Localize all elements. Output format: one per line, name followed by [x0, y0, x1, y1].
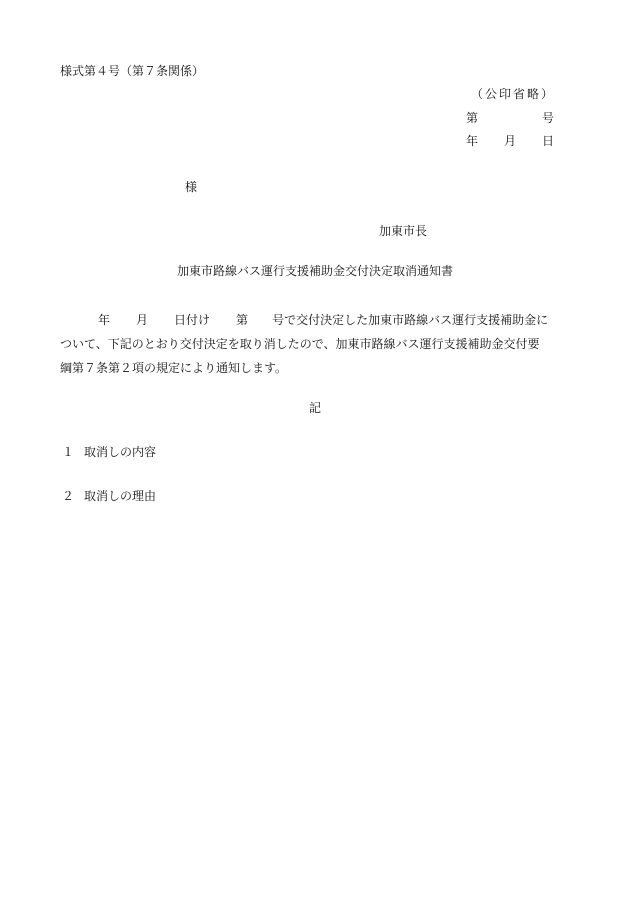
document-number-suffix: 号 [541, 111, 554, 125]
body-month-label: 月 [136, 313, 149, 327]
date-month-label: 月 [503, 134, 516, 148]
recipient-honorific: 様 [185, 180, 198, 194]
list-item [62, 445, 156, 460]
item-label: 取消しの内容 [84, 445, 157, 459]
body-day-label: 日付け [174, 313, 211, 327]
body-line-3: 綱第７条第２項の規定により通知します。 [60, 361, 288, 375]
list-item [62, 489, 156, 504]
item-number: ２ [62, 489, 75, 503]
document-title: 加東市路線バス運行支援補助金交付決定取消通知書 [176, 264, 453, 278]
item-number: １ [62, 445, 75, 459]
issuer-name: 加東市長 [379, 224, 428, 238]
body-line-1-rest: 号で交付決定した加東市路線バス運行支援補助金に [272, 313, 549, 327]
date-day-label: 日 [541, 134, 554, 148]
document-number-prefix: 第 [466, 111, 479, 125]
date-year-label: 年 [466, 134, 479, 148]
body-number-prefix: 第 [236, 313, 249, 327]
seal-omitted-note: （公印省略） [471, 87, 556, 101]
body-line-2: ついて、下記のとおり交付決定を取り消したので、加東市路線バス運行支援補助金交付要 [60, 337, 540, 351]
body-line-1 [60, 308, 575, 332]
body-year-label: 年 [98, 313, 111, 327]
document-number-row [466, 111, 554, 126]
item-label: 取消しの理由 [84, 489, 157, 503]
form-number: 様式第４号（第７条関係） [60, 64, 205, 78]
document-date-row [466, 134, 554, 149]
body-text [60, 308, 575, 380]
record-mark: 記 [308, 401, 321, 415]
